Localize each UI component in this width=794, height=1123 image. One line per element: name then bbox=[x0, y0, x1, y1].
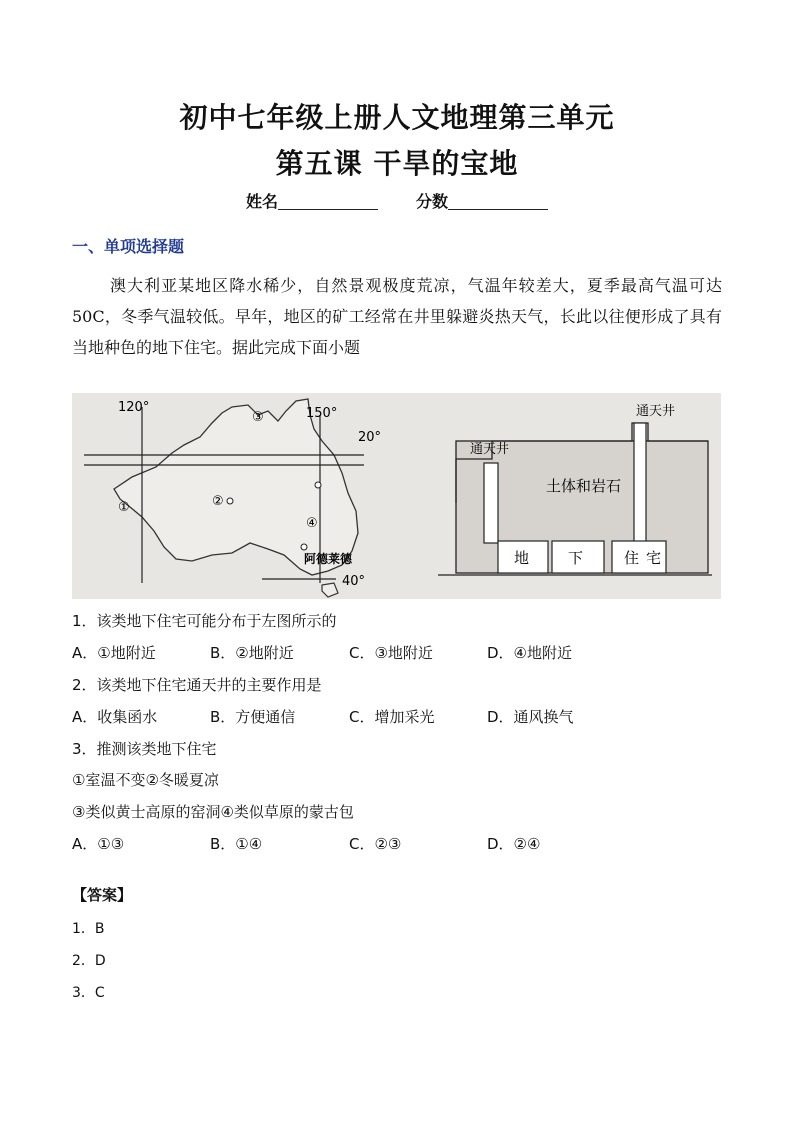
label-lat-40: 40° bbox=[342, 574, 366, 589]
coastline bbox=[114, 399, 358, 575]
name-score-row bbox=[0, 189, 794, 212]
label-lon-120: 120° bbox=[118, 400, 150, 415]
q1-option-a[interactable]: A．①地附近 bbox=[72, 644, 156, 662]
passage-text: 澳大利亚某地区降水稀少，自然景观极度荒凉，气温年较差大，夏季最高气温可达50C，冬季气温较低。早年，地区的矿工经常在井里躲避炎热天气，长此以往便形成了具有当地种色的地下住宅。据此完成下面小题 bbox=[72, 276, 722, 357]
tasmania bbox=[322, 583, 338, 597]
q2-option-d[interactable]: D．通风换气 bbox=[487, 708, 574, 726]
house-char-1: 地 bbox=[514, 549, 530, 567]
city-dot-2 bbox=[315, 482, 321, 488]
score-blank[interactable] bbox=[448, 193, 548, 210]
question-2-stem: 2．该类地下住宅通天井的主要作用是 bbox=[72, 676, 322, 694]
marker-3: ③ bbox=[252, 410, 264, 425]
label-shaft-right: 通天井 bbox=[636, 404, 676, 419]
australia-map bbox=[84, 399, 381, 597]
q1-option-d[interactable]: D．④地附近 bbox=[487, 644, 572, 662]
answer-heading: 【答案】 bbox=[72, 886, 133, 904]
question-1-stem: 1．该类地下住宅可能分布于左图所示的 bbox=[72, 612, 337, 630]
answer-3: 3．C bbox=[72, 985, 105, 1001]
page-title-line2: 第五课 干旱的宝地 bbox=[275, 147, 519, 180]
section-title: 一、单项选择题 bbox=[72, 237, 185, 256]
label-lon-150: 150° bbox=[306, 406, 338, 421]
q3-option-b[interactable]: B．①④ bbox=[210, 835, 263, 853]
answer-2: 2．D bbox=[72, 953, 106, 969]
q2-option-b[interactable]: B．方便通信 bbox=[210, 708, 296, 726]
label-lat-20: 20° bbox=[358, 430, 382, 445]
label-shaft-left: 通天井 bbox=[470, 442, 510, 457]
q1-option-b[interactable]: B．②地附近 bbox=[210, 644, 294, 662]
house-char-4: 宅 bbox=[646, 549, 662, 567]
marker-4: ④ bbox=[306, 516, 318, 531]
underground-house-diagram bbox=[438, 403, 712, 575]
marker-2: ② bbox=[212, 494, 224, 509]
marker-1: ① bbox=[118, 500, 130, 515]
figure-svg bbox=[72, 393, 721, 599]
name-label: 姓名 bbox=[245, 192, 278, 211]
answer-1: 1．B bbox=[72, 921, 105, 937]
q3-statement-1: ①室温不变②冬暖夏凉 bbox=[72, 771, 219, 789]
q1-option-c[interactable]: C．③地附近 bbox=[349, 644, 433, 662]
house-char-2: 下 bbox=[568, 549, 584, 567]
shaft-left bbox=[484, 463, 498, 543]
city-adelaide: 阿德莱德 bbox=[304, 552, 353, 566]
city-dot-1 bbox=[227, 498, 233, 504]
label-rock: 土体和岩石 bbox=[546, 477, 622, 495]
q2-option-c[interactable]: C．增加采光 bbox=[349, 708, 435, 726]
q2-option-a[interactable]: A．收集函水 bbox=[72, 708, 158, 726]
shaft-right bbox=[634, 423, 646, 543]
figure-map-and-section bbox=[72, 393, 721, 599]
city-dot-3 bbox=[301, 544, 307, 550]
q3-option-a[interactable]: A．①③ bbox=[72, 835, 125, 853]
q3-option-d[interactable]: D．②④ bbox=[487, 835, 541, 853]
score-label: 分数 bbox=[416, 192, 449, 211]
house-char-3: 住 bbox=[624, 549, 640, 567]
q3-option-c[interactable]: C．②③ bbox=[349, 835, 402, 853]
q3-statement-2: ③类似黄士高原的窑洞④类似草原的蒙古包 bbox=[72, 803, 354, 821]
name-blank[interactable] bbox=[278, 193, 378, 210]
question-3-stem: 3．推测该类地下住宅 bbox=[72, 740, 217, 758]
page-title-line1: 初中七年级上册人文地理第三单元 bbox=[179, 101, 615, 134]
